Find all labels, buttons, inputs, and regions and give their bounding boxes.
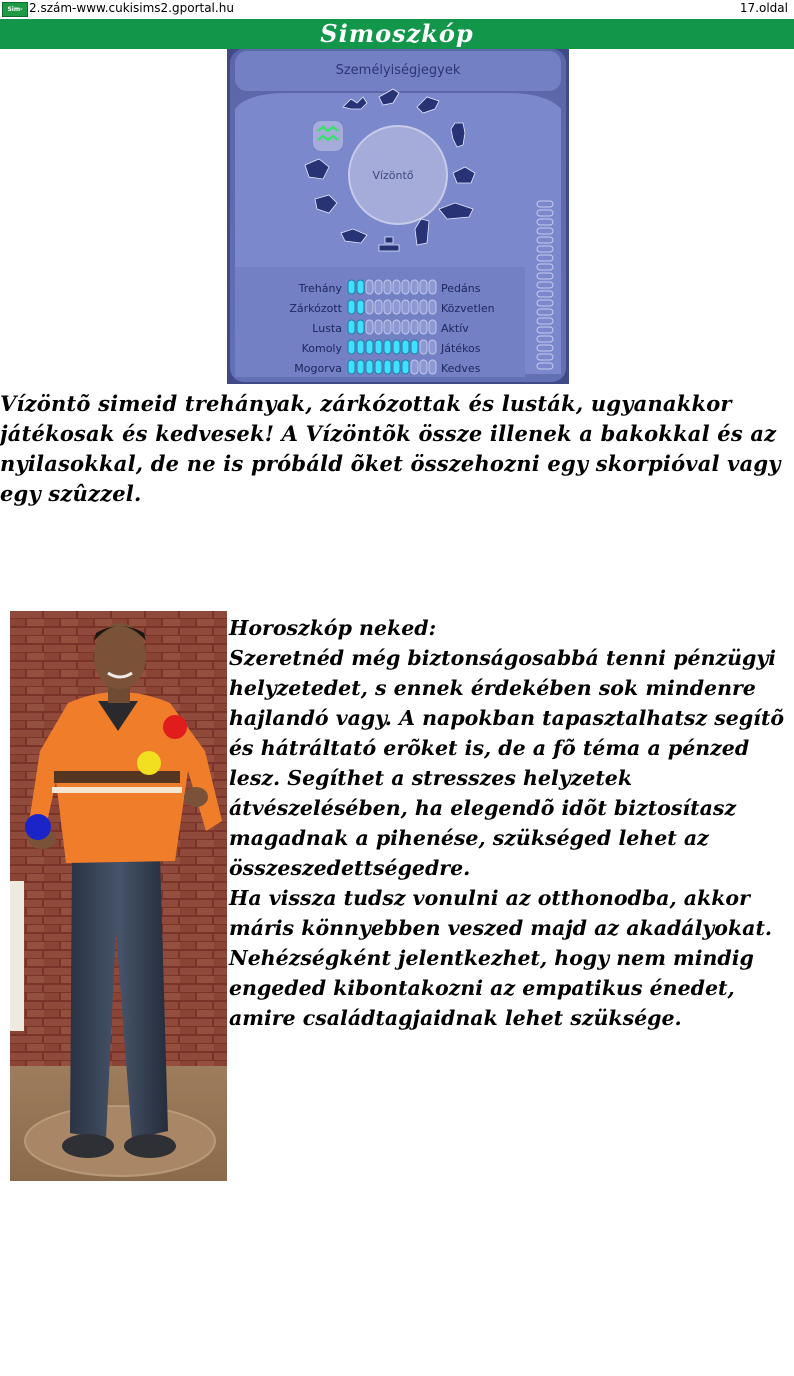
trait-pip: [429, 320, 436, 334]
trait-right-label: Közvetlen: [441, 302, 495, 315]
trait-pip: [393, 320, 400, 334]
trait-pip: [429, 300, 436, 314]
trait-pip: [375, 320, 382, 334]
trait-right-label: Aktív: [441, 322, 469, 335]
personality-panel: [227, 49, 569, 384]
trait-left-label: Trehány: [298, 282, 342, 295]
trait-right-label: Játékos: [441, 342, 481, 355]
trait-pip: [402, 340, 409, 354]
site-logo[interactable]: Sim-: [2, 2, 28, 17]
trait-pip: [348, 340, 355, 354]
trait-pip: [366, 320, 373, 334]
trait-pip: [393, 360, 400, 374]
panel-title: Személyiségjegyek: [335, 63, 461, 78]
horoscope-text: [229, 613, 794, 1033]
page-title: Simoszkóp: [320, 19, 474, 48]
trait-right-label: Pedáns: [441, 282, 481, 295]
trait-pip: [357, 360, 364, 374]
horoscope-heading: Horoszkóp neked:: [229, 616, 437, 640]
trait-pip: [384, 340, 391, 354]
trait-left-label: Komoly: [301, 342, 342, 355]
trait-pip: [348, 360, 355, 374]
trait-pip: [384, 320, 391, 334]
trait-pip: [420, 300, 427, 314]
trait-pip: [375, 300, 382, 314]
horoscope-paragraph-1: Szeretnéd még biztonságosabbá tenni pénzügyi helyzetedet, s ennek érdekében sok mindenre hajlandó vagy. A napokban tapasztalhatsz segítõ és hátráltató erõket is, de a fõ téma a pénzed lesz. Segíthet a stresszes helyzetek átvészelésében, ha elegendõ idõt biztosítasz magadnak a pihenése, szükséged lehet az összeszedettségedre.: [229, 646, 785, 880]
trait-pip: [375, 280, 382, 294]
selected-sign-label: Vízöntő: [372, 169, 414, 182]
trait-pip: [393, 300, 400, 314]
trait-pip: [357, 320, 364, 334]
sim-photo: [10, 611, 227, 1181]
trait-row: [298, 280, 481, 295]
trait-row: [312, 320, 469, 335]
trait-pip: [429, 360, 436, 374]
trait-pip: [420, 280, 427, 294]
trait-pip: [393, 280, 400, 294]
trait-pip: [411, 340, 418, 354]
trait-pip: [411, 320, 418, 334]
trait-pip: [375, 340, 382, 354]
trait-pip: [429, 280, 436, 294]
trait-row: [294, 360, 480, 375]
trait-pip: [420, 340, 427, 354]
trait-pip: [402, 300, 409, 314]
trait-pip: [384, 360, 391, 374]
trait-pip: [366, 300, 373, 314]
trait-pip: [357, 300, 364, 314]
trait-pip: [348, 320, 355, 334]
trait-pip: [393, 340, 400, 354]
trait-pip: [420, 320, 427, 334]
trait-pip: [366, 340, 373, 354]
trait-pip: [357, 280, 364, 294]
trait-pip: [402, 320, 409, 334]
trait-pip: [429, 340, 436, 354]
top-bar: [0, 0, 794, 18]
trait-right-label: Kedves: [441, 362, 481, 375]
page-number: 17.oldal: [739, 1, 788, 15]
trait-pip: [411, 360, 418, 374]
trait-pip: [357, 340, 364, 354]
trait-pip: [366, 360, 373, 374]
trait-pip: [411, 280, 418, 294]
trait-left-label: Zárkózott: [289, 302, 342, 315]
trait-pip: [420, 360, 427, 374]
trait-pip: [348, 280, 355, 294]
trait-pip: [384, 280, 391, 294]
trait-pip: [366, 280, 373, 294]
trait-pip: [402, 360, 409, 374]
trait-left-label: Lusta: [312, 322, 342, 335]
horoscope-paragraph-2: Ha vissza tudsz vonulni az otthonodba, akkor máris könnyebben veszed majd az akadályokat. Nehézségként jelentkezhet, hogy nem mindig engeded kibontakozni az empatikus énedet, amire családtagjaidnak lehet szüksége.: [229, 886, 773, 1030]
trait-pip: [375, 360, 382, 374]
trait-pip: [384, 300, 391, 314]
trait-pip: [348, 300, 355, 314]
sign-description: Vízöntõ simeid trehányak, zárkózottak és lusták, ugyanakkor játékosak és kedvesek! A Vízöntõk össze illenek a bakokkal és az nyilasokkal, de ne is próbáld õket összehozni egy skorpióval vagy egy szûzzel.: [0, 391, 781, 506]
site-address: 2.szám-www.cukisims2.gportal.hu: [29, 1, 234, 15]
selected-sign-highlight: [313, 121, 343, 151]
trait-pip: [402, 280, 409, 294]
trait-pip: [411, 300, 418, 314]
trait-left-label: Mogorva: [294, 362, 342, 375]
